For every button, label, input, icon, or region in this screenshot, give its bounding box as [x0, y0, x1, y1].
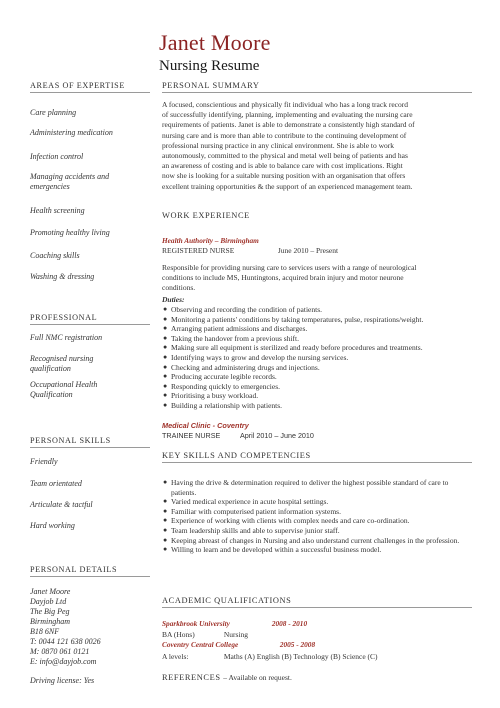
skill-item: Hard working	[30, 521, 75, 530]
job-role: REGISTERED NURSE	[162, 246, 235, 255]
detail-line: B18 6NF	[30, 627, 60, 636]
duty-item: ● Responding quickly to emergencies.	[163, 381, 281, 391]
professional-item: Recognised nursing qualification	[30, 354, 94, 373]
references-text: – Available on request.	[223, 673, 292, 682]
professional-item: Occupational Health Qualification	[30, 380, 98, 399]
duties-label: Duties:	[162, 295, 185, 304]
summary-line: professional nursing practice in any clinical environment. She is able to work	[162, 140, 395, 150]
summary-line: A focused, conscientious and physically fit individual who has a long track record	[162, 100, 408, 109]
duty-item: ● Building a relationship with patients.	[163, 400, 283, 410]
key-skills-list	[162, 478, 471, 555]
bullet-icon: ●	[163, 400, 168, 409]
bullet-icon: ●	[163, 516, 168, 525]
bullet-icon: ●	[163, 372, 168, 381]
work-experience-heading: WORK EXPERIENCE	[162, 211, 250, 220]
expertise-item: Washing & dressing	[30, 272, 95, 281]
skill-bullet: ● Familiar with computerised patient information systems.	[163, 506, 341, 516]
skill-item: Team orientated	[30, 479, 82, 488]
bullet-icon: ●	[163, 305, 168, 313]
bullet-icon: ●	[163, 545, 168, 554]
duties-list	[162, 305, 471, 411]
skill-bullet: ● Keeping abreast of changes in Nursing and also understand current challenges in the profession.	[163, 535, 460, 545]
detail-line: Dayjob Ltd	[30, 597, 67, 606]
bullet-icon: ●	[163, 314, 168, 323]
summary-line: excellent training opportunities & the support of an experienced management team.	[162, 181, 413, 191]
degree-name: BA (Hons)	[162, 630, 195, 639]
duty-item: ● Observing and recording the condition of patients.	[163, 305, 323, 314]
bullet-icon: ●	[163, 324, 168, 333]
summary-text	[162, 100, 472, 192]
references-row	[162, 673, 472, 682]
skill-bullet: ● Having the drive & determination required to deliver the highest possible standard of care to patients.	[163, 478, 449, 497]
college-dates: 2005 - 2008	[279, 640, 316, 649]
professional-item: Full NMC registration	[30, 333, 103, 342]
job-desc-line: conditions.	[162, 283, 196, 293]
expertise-item: Infection control	[30, 152, 84, 161]
key-skills-heading: KEY SKILLS AND COMPETENCIES	[162, 451, 472, 463]
alevels-row	[162, 652, 378, 661]
degree-row	[162, 630, 248, 639]
detail-line: Janet Moore	[30, 587, 71, 596]
duty-item: ● Producing accurate legible records.	[163, 372, 277, 382]
bullet-icon: ●	[163, 352, 168, 361]
academic-heading: ACADEMIC QUALIFICATIONS	[162, 596, 472, 608]
detail-line: Birmingham	[30, 617, 70, 626]
university-dates: 2008 - 2010	[271, 619, 308, 628]
duty-item: ● Checking and administering drugs and injections.	[163, 362, 320, 372]
skill-bullet: ● Team leadership skills and able to supervise junior staff.	[163, 525, 340, 535]
bullet-icon: ●	[163, 525, 168, 534]
job-desc-line: conditions to include MS, Huntingtons, acquired brain injury and motor neurone	[162, 273, 404, 283]
bullet-icon: ●	[163, 362, 168, 371]
duty-item: ● Arranging patient admissions and discharges.	[163, 324, 308, 334]
university-row	[162, 619, 307, 628]
summary-heading: PERSONAL SUMMARY	[162, 81, 472, 93]
degree-subject: Nursing	[223, 630, 249, 639]
detail-phone: T: 0044 121 638 0026	[30, 637, 101, 646]
summary-line: an awareness of costing and is able to balance care with cost implications. Right	[162, 161, 403, 171]
expertise-item: Health screening	[30, 206, 85, 215]
resume-title: Nursing Resume	[159, 58, 260, 74]
bullet-icon: ●	[163, 506, 168, 515]
personal-skills-heading: PERSONAL SKILLS	[30, 436, 150, 448]
job2-role-row	[162, 431, 314, 440]
summary-line: of successfully identifying, planning, implementing and evaluating the nursing care	[162, 110, 413, 120]
alevels-grades: Maths (A) English (B) Technology (B) Science (C)	[223, 652, 378, 661]
expertise-item: Promoting healthy living	[30, 228, 110, 237]
skill-item: Articulate & tactful	[30, 500, 93, 509]
job-description	[162, 263, 472, 294]
job-employer: Health Authority – Birmingham	[162, 236, 259, 245]
skill-bullet: ● Experience of working with clients with complex needs and care co-ordination.	[163, 516, 410, 526]
skill-bullet: ● Willing to learn and be developed within a successful business model.	[163, 545, 382, 555]
college-row	[162, 640, 315, 649]
duty-item: ● Prioritising a busy workload.	[163, 391, 259, 401]
university-name: Sparkbrook University	[162, 619, 230, 628]
summary-line: autonomously, committed to the physical and metal well being of patients and has	[162, 151, 408, 161]
resume-name: Janet Moore	[159, 30, 271, 55]
bullet-icon: ●	[163, 478, 168, 486]
bullet-icon: ●	[163, 343, 168, 352]
summary-line: now she is looking for a suitable nursing position with an organisation that offers	[162, 171, 406, 181]
personal-details-heading: PERSONAL DETAILS	[30, 565, 150, 577]
duty-item: ● Taking the handover from a previous shift.	[163, 333, 299, 343]
duty-item: ● Identifying ways to grow and develop the nursing services.	[163, 352, 349, 362]
summary-line: nursing care and is more than able to contribute to the continuing development of	[162, 130, 407, 140]
duty-item: ● Monitoring a patients' conditions by taking temperatures, pulse, respirations/weight.	[163, 314, 424, 324]
job-dates: June 2010 – Present	[277, 246, 339, 255]
expertise-item: Care planning	[30, 108, 77, 117]
detail-mobile: M: 0870 061 0121	[30, 647, 90, 656]
job2-role: TRAINEE NURSE	[162, 431, 221, 440]
bullet-icon: ●	[163, 381, 168, 390]
references-heading: REFERENCES	[162, 673, 221, 682]
summary-line: requirements of patients. Janet is able to demonstrate a consistently high standard of	[162, 120, 415, 130]
bullet-icon: ●	[163, 535, 168, 544]
bullet-icon: ●	[163, 497, 168, 506]
job2-dates: April 2010 – June 2010	[240, 431, 314, 440]
job-role-row	[162, 246, 338, 255]
bullet-icon: ●	[163, 333, 168, 342]
duty-item: ● Making sure all equipment is sterilized and ready before procedures and treatments.	[163, 343, 423, 353]
driving-license: Driving license: Yes	[30, 676, 95, 685]
expertise-item: Managing accidents and emergencies	[30, 172, 110, 191]
job-desc-line: Responsible for providing nursing care to services users with a range of neurological	[162, 263, 417, 272]
alevels-label: A levels:	[162, 652, 189, 661]
skill-item: Friendly	[30, 457, 58, 466]
detail-line: The Big Peg	[30, 607, 70, 616]
skill-bullet: ● Varied medical experience in acute hospital settings.	[163, 497, 329, 507]
expertise-item: Coaching skills	[30, 251, 80, 260]
college-name: Coventry Central College	[162, 640, 239, 649]
bullet-icon: ●	[163, 391, 168, 400]
expertise-item: Administering medication	[30, 128, 113, 137]
detail-email: E: info@dayjob.com	[30, 657, 97, 666]
job2-employer: Medical Clinic - Coventry	[162, 421, 249, 430]
expertise-heading: AREAS OF EXPERTISE	[30, 81, 150, 93]
professional-heading: PROFESSIONAL	[30, 313, 150, 325]
